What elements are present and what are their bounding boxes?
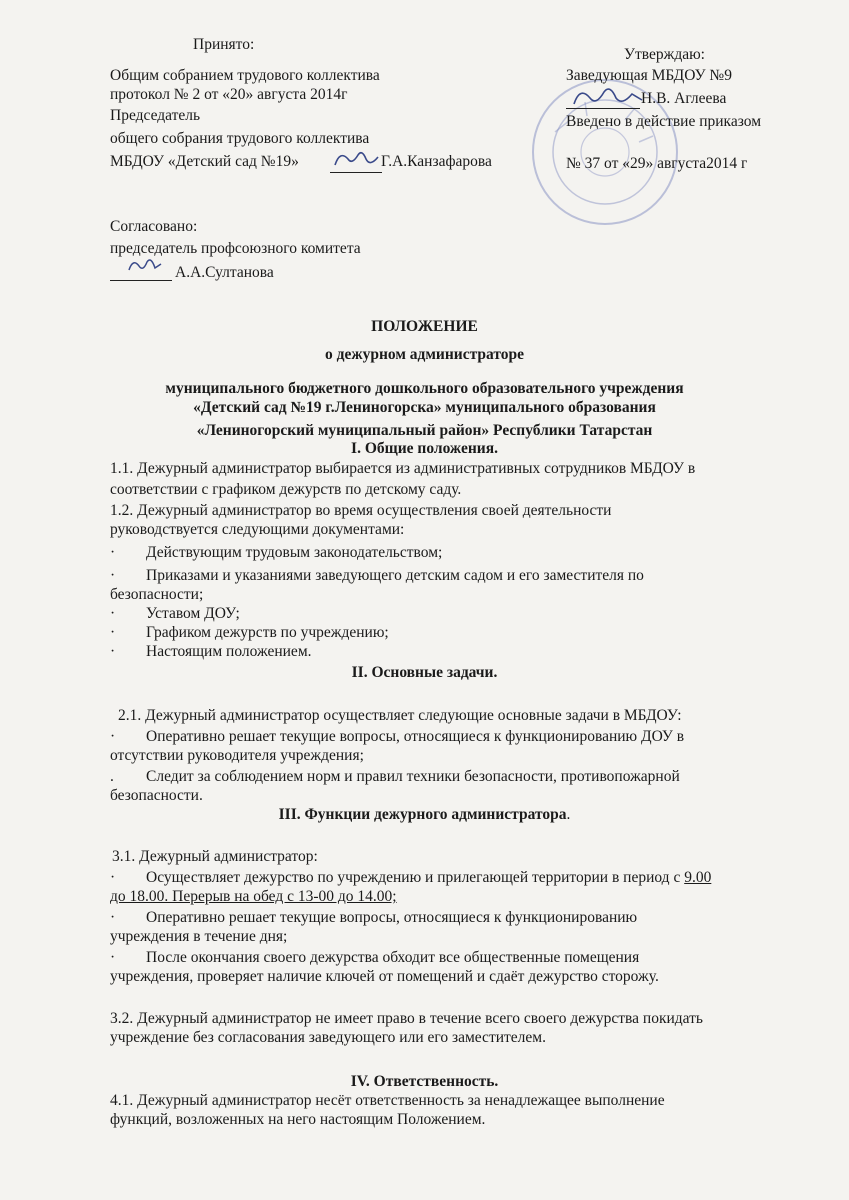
document-subtitle: о дежурном администраторе [324,346,525,363]
paragraph-line: 3.1. Дежурный администратор: [112,848,318,865]
left-header-line: Общим собранием трудового коллектива [110,67,380,84]
bullet-icon: · [110,605,116,622]
left-header-line: Председатель [110,107,201,124]
list-item: После окончания своего дежурства обходит все общественные помещения [146,949,640,966]
director-name: Н.В. Аглеева [641,90,727,107]
bullet-icon: · [110,624,116,641]
organization-line: «Лениногорский муниципальный район» Республики Татарстан [196,422,653,439]
section-heading: II. Основные задачи. [351,664,498,681]
document-title: ПОЛОЖЕНИЕ [371,318,478,335]
list-item-continuation: безопасности; [110,586,204,603]
list-item-continuation: до 18.00. Перерыв на обед с 13-00 до 14.00; [110,888,397,905]
paragraph-line: 1.2. Дежурный администратор во время осуществления своей деятельности [110,502,612,519]
signature-icon [125,254,165,278]
bullet-icon: · [110,728,116,745]
union-chair-name: А.А.Султанова [175,264,274,281]
agreed-label: Согласовано: [110,218,198,235]
right-header-line: № 37 от «29» августа2014 г [566,155,748,172]
right-header-line: Введено в действие приказом [566,113,762,130]
agreed-line: председатель профсоюзного комитета [110,240,361,257]
list-item: Настоящим положением. [146,643,312,660]
list-item: Оперативно решает текущие вопросы, относящиеся к функционированию ДОУ в [146,728,685,745]
list-item-continuation: безопасности. [110,787,203,804]
bullet-icon: · [110,949,116,966]
list-item-continuation: отсутствии руководителя учреждения; [110,747,364,764]
section-heading [0,806,849,825]
chairman-name: Г.А.Канзафарова [381,153,492,170]
organization-line: муниципального бюджетного дошкольного образовательного учреждения [165,380,684,397]
signature-line [110,280,172,281]
bullet-icon: · [110,567,116,584]
left-header-line: протокол № 2 от «20» августа 2014г [110,86,348,103]
list-item: Приказами и указаниями заведующего детским садом и его заместителя по [146,567,644,584]
paragraph-line: 2.1. Дежурный администратор осуществляет следующие основные задачи в МБДОУ: [118,707,682,724]
left-header-line: МБДОУ «Детский сад №19» [110,153,299,170]
list-item-underlined: 9.00 [684,869,712,886]
signature-icon [566,82,646,110]
section-heading-dot: . [566,806,571,823]
left-header-line: общего собрания трудового коллектива [110,130,370,147]
list-item [146,869,711,888]
approve-label: Утверждаю: [624,46,705,63]
paragraph-line: функций, возложенных на него настоящим Положением. [110,1111,486,1128]
section-heading: I. Общие положения. [351,440,498,457]
bullet-icon: · [110,909,116,926]
paragraph-line: учреждение без согласования заведующего или его заместителем. [110,1029,546,1046]
list-item-continuation: учреждения в течение дня; [110,928,288,945]
list-item-continuation: учреждения, проверяет наличие ключей от помещений и сдаёт дежурство сторожу. [110,968,659,985]
list-item: Действующим трудовым законодательством; [146,544,443,561]
list-item: Следит за соблюдением норм и правил техники безопасности, противопожарной [146,768,680,785]
list-item: Уставом ДОУ; [146,605,240,622]
organization-line: «Детский сад №19 г.Лениногорска» муниципального образования [193,399,656,416]
section-heading-text: III. Функции дежурного администратора [278,806,567,823]
section-heading: IV. Ответственность. [350,1073,499,1090]
paragraph-line: руководствуется следующими документами: [110,521,405,538]
bullet-icon: · [110,643,116,660]
signature-icon [330,145,385,173]
paragraph-line: соответствии с графиком дежурств по детскому саду. [110,481,462,498]
list-item-text: Осуществляет дежурство по учреждению и прилегающей территории в период с [146,869,685,886]
right-header-line: Заведующая МБДОУ №9 [566,67,732,84]
list-item: Графиком дежурств по учреждению; [146,624,389,641]
paragraph-line: 4.1. Дежурный администратор несёт ответственность за ненадлежащее выполнение [110,1092,665,1109]
paragraph-line: 1.1. Дежурный администратор выбирается из административных сотрудников МБДОУ в [110,460,696,477]
list-item: Оперативно решает текущие вопросы, относящиеся к функционированию [146,909,638,926]
bullet-icon: · [110,869,116,886]
accepted-label: Принято: [193,36,255,53]
bullet-icon: · [110,544,116,561]
paragraph-line: 3.2. Дежурный администратор не имеет право в течение всего своего дежурства покидать [110,1010,703,1027]
bullet-icon: . [110,768,114,785]
